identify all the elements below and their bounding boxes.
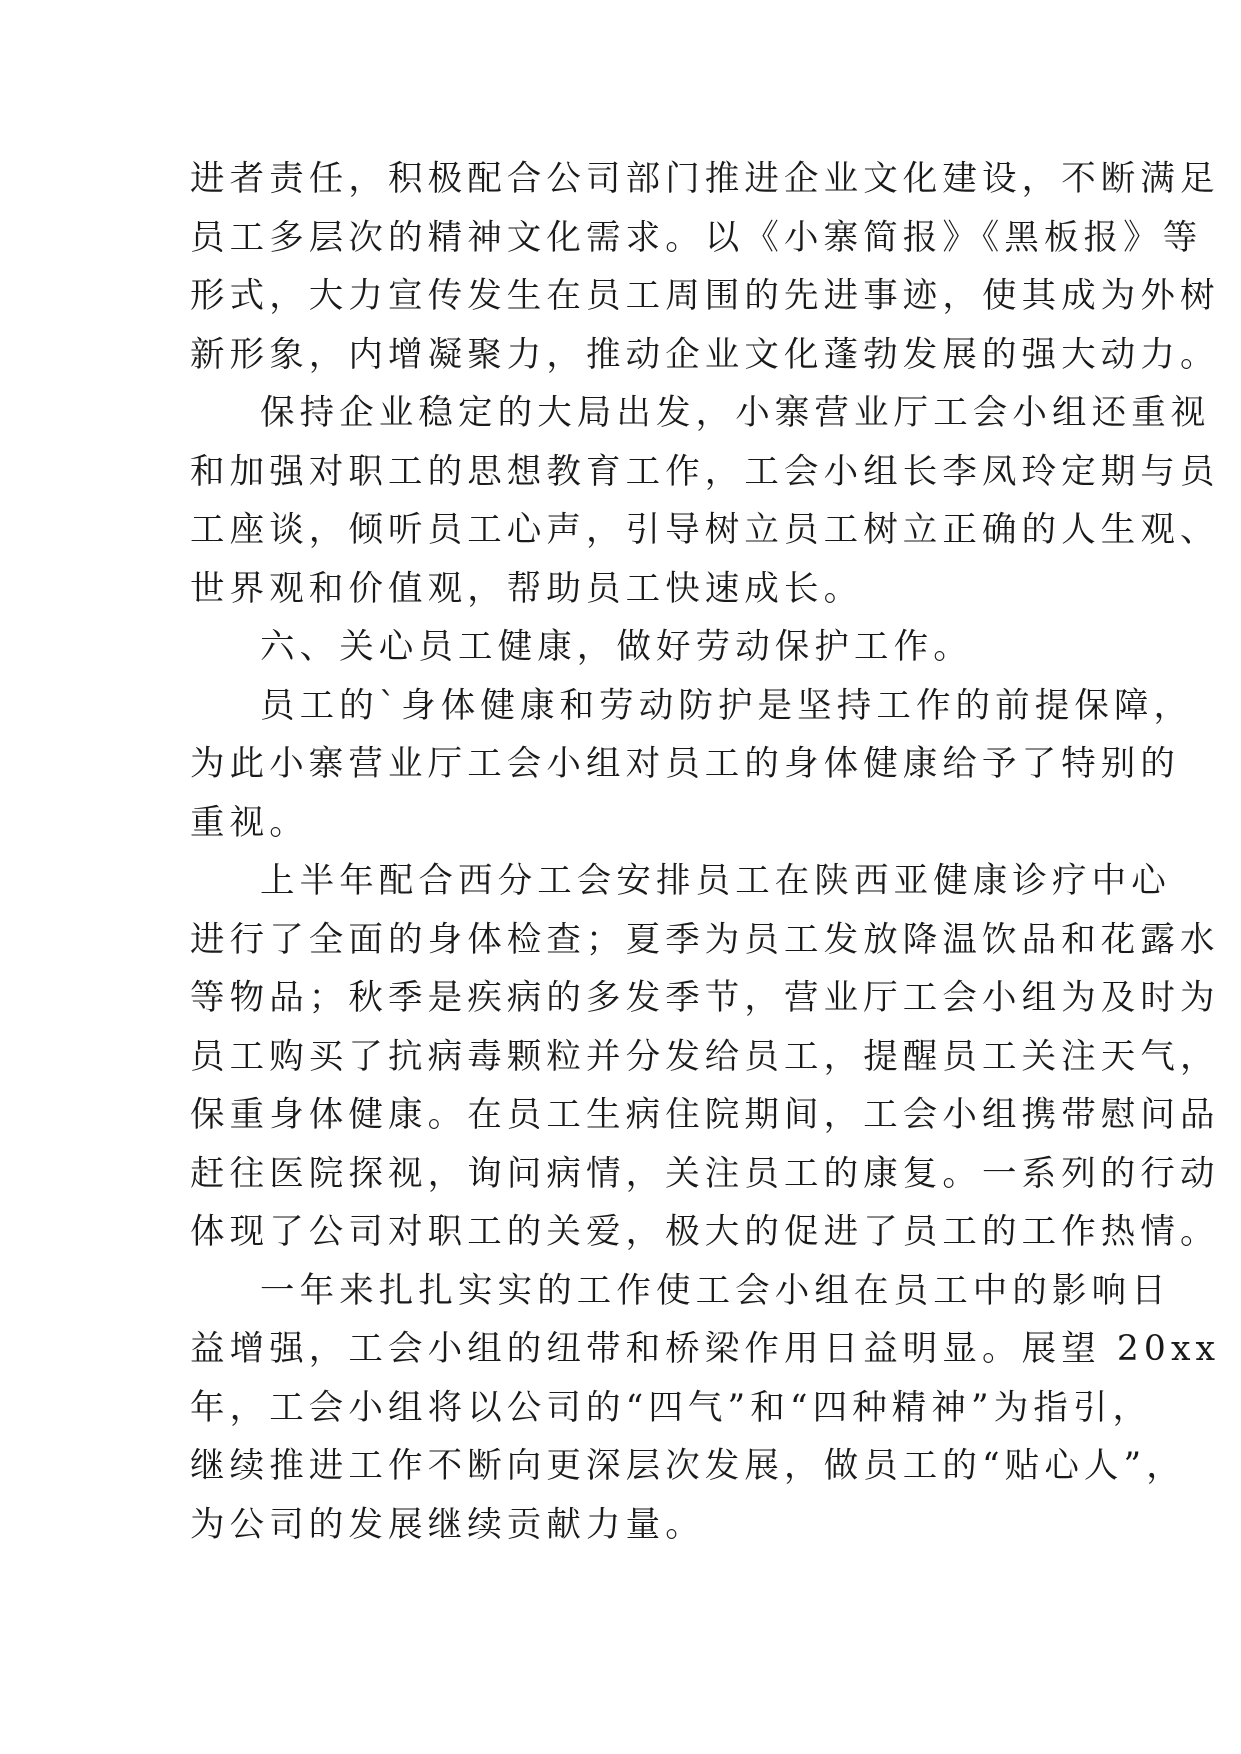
text-line: 形式，大力宣传发生在员工周围的先进事迹，使其成为外树 — [190, 276, 1220, 316]
paragraph-first-line: 上半年配合西分工会安排员工在陕西亚健康诊疗中心 — [260, 861, 1171, 901]
text-line: 进者责任，积极配合公司部门推进企业文化建设，不断满足 — [190, 159, 1220, 199]
document-body — [190, 150, 1221, 1554]
text-line: 保重身体健康。在员工生病住院期间，工会小组携带慰问品 — [190, 1095, 1220, 1135]
text-line: 重视。 — [190, 802, 309, 843]
text-line: 益增强，工会小组的纽带和桥梁作用日益明显。展望 20xx — [190, 1329, 1221, 1369]
text-line: 世界观和价值观，帮助员工快速成长。 — [190, 568, 864, 609]
text-line: 和加强对职工的思想教育工作，工会小组长李凤玲定期与员 — [190, 451, 1220, 492]
text-line: 工座谈，倾听员工心声，引导树立员工树立正确的人生观、 — [190, 510, 1220, 550]
paragraph-first-line: 员工的`身体健康和劳动防护是坚持工作的前提保障， — [260, 685, 1194, 726]
text-line: 赶往医院探视，询问病情，关注员工的康复。一系列的行动 — [190, 1153, 1220, 1194]
text-line: 等物品；秋季是疾病的多发季节，营业厅工会小组为及时为 — [190, 978, 1220, 1018]
text-line: 进行了全面的身体检查；夏季为员工发放降温饮品和花露水 — [190, 919, 1220, 960]
text-line: 体现了公司对职工的关爱，极大的促进了员工的工作热情。 — [190, 1212, 1220, 1252]
text-line: 新形象，内增凝聚力，推动企业文化蓬勃发展的强大动力。 — [190, 334, 1220, 375]
text-line: 为此小寨营业厅工会小组对员工的身体健康给予了特别的 — [190, 744, 1180, 784]
paragraph-first-line: 六、关心员工健康，做好劳动保护工作。 — [260, 627, 973, 667]
text-line: 为公司的发展继续贡献力量。 — [190, 1504, 705, 1545]
paragraph-first-line: 保持企业稳定的大局出发，小寨营业厅工会小组还重视 — [260, 393, 1211, 433]
text-line: 员工购买了抗病毒颗粒并分发给员工，提醒员工关注天气， — [190, 1036, 1220, 1077]
paragraph-first-line: 一年来扎扎实实的工作使工会小组在员工中的影响日 — [260, 1270, 1171, 1311]
text-line: 员工多层次的精神文化需求。以《小寨简报》《黑板报》等 — [190, 217, 1203, 258]
text-line: 年，工会小组将以公司的“四气”和“四种精神”为指引， — [190, 1387, 1153, 1428]
text-line: 继续推进工作不断向更深层次发展，做员工的“贴心人”， — [190, 1446, 1186, 1486]
